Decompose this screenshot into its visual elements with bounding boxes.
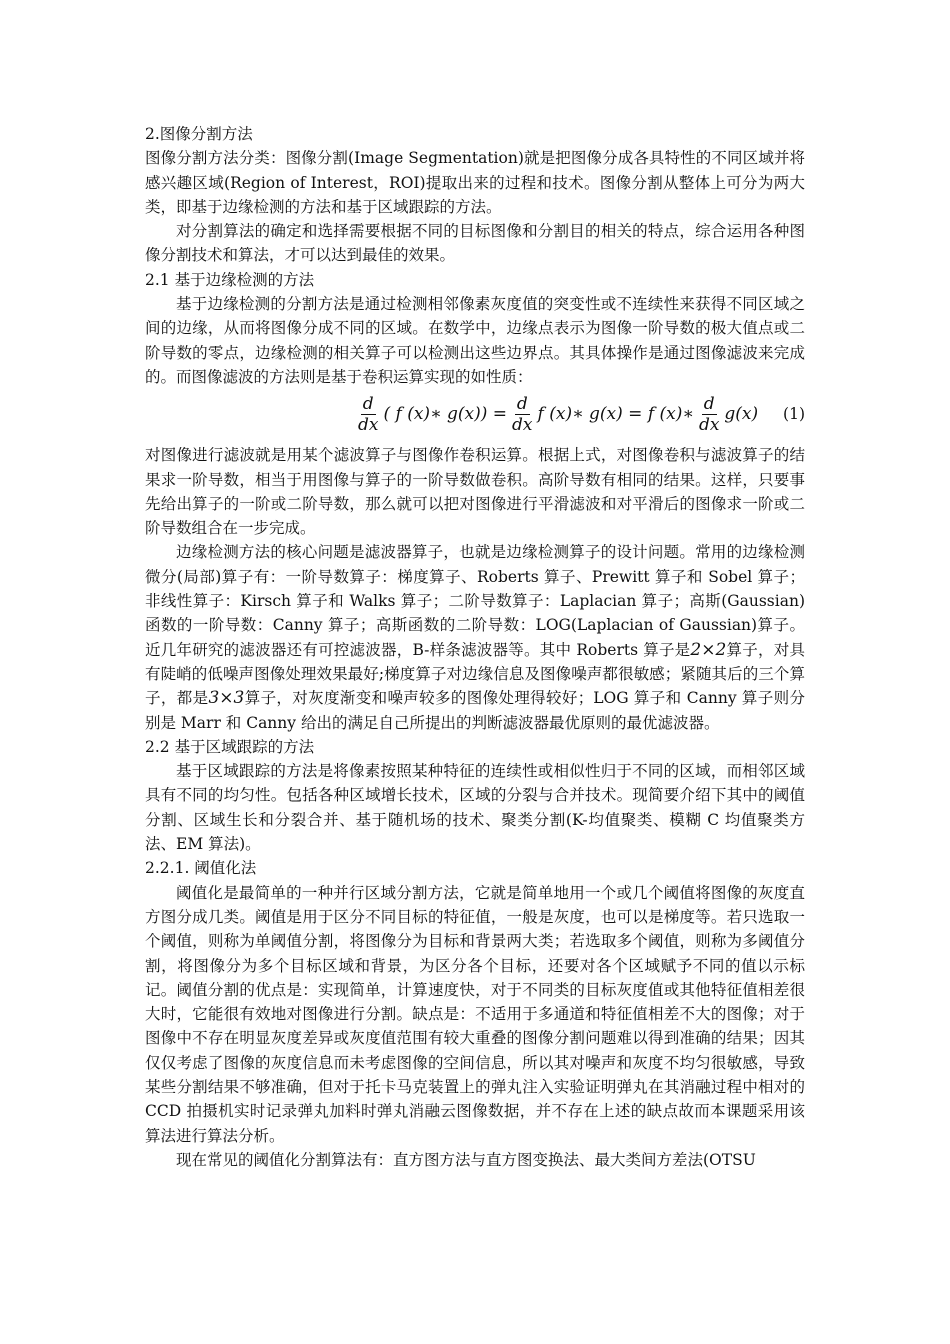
derivative-fraction: $\frac{d}{dx}$ bbox=[698, 393, 720, 435]
paragraph-algorithm-choice: 对分割算法的确定和选择需要根据不同的目标图像和分割目的相关的特点，综合运用各种图像分割技术和算法，才可以达到最佳的效果。 bbox=[145, 222, 805, 265]
paragraph-intro: 图像分割方法分类：图像分割(Image Segmentation)就是把图像分成各具特性的不同区域并将感兴趣区域(Region of Interest，ROI)提取出来的过程和技术。图像分割从整体上可分为两大类，即基于边缘检测的方法和基于区域跟踪的方法。 bbox=[145, 149, 805, 216]
section-title: 2.图像分割方法 bbox=[145, 125, 253, 143]
paragraph-thresholding: 阈值化是最简单的一种并行区域分割方法，它就是简单地用一个或几个阈值将图像的灰度直方图分成几类。阈值是用于区分不同目标的特征值，一般是灰度，也可以是梯度等。若只选取一个阈值，则称为单阈值分割，将图像分为目标和背景两大类；若选取多个阈值，则称为多阈值分割，将图像分为多个目标区域和背景，为区分各个目标，还要对各个区域赋予不同的值以示标记。阈值分割的优点是：实现简单，计算速度快，对于不同类的目标灰度值或其他特征值相差很大时，它能很有效地对图像进行分割。缺点是：不适用于多通道和特征值相差不大的图像；对于图像中不存在明显灰度差异或灰度值范围有较大重叠的图像分割问题难以得到准确的结果；因其仅仅考虑了图像的灰度信息而未考虑图像的空间信息，所以其对噪声和灰度不均匀很敏感，导致某些分割结果不够准确，但对于托卡马克装置上的弹丸注入实验证明弹丸在其消融过程中相对的 CCD 拍摄机实时记录弹丸加料时弹丸消融云图像数据，并不存在上述的缺点故而本课题采用该算法进行算法分析。 bbox=[145, 883, 805, 1145]
math-3x3: 3×3 bbox=[208, 688, 245, 709]
derivative-fraction: $\frac{d}{dx}$ bbox=[358, 393, 379, 435]
subsection-title-2-2: 2.2 基于区域跟踪的方法 bbox=[145, 737, 315, 756]
equation-number: (1) bbox=[783, 405, 805, 424]
convolution-formula: $\frac{d}{dx}$ ( f (x)∗ g(x)) = $\frac{d}{dx}$ f (x)∗ g(x) = f (x)∗ $\frac{d}{dx}$ g(x) bbox=[358, 393, 759, 435]
subsection-title-2-1: 2.1 基于边缘检测的方法 bbox=[145, 270, 315, 289]
paragraph-filtering: 对图像进行滤波就是用某个滤波算子与图像作卷积运算。根据上式，对图像卷积与滤波算子的结果求一阶导数，相当于用图像与算子的一阶导数做卷积。高阶导数有相同的结果。这样，只要事先给出算子的一阶或二阶导数，那么就可以把对图像进行平滑滤波和对平滑后的图像求一阶或二阶导数组合在一步完成。 bbox=[145, 446, 805, 538]
paragraph-threshold-algorithms: 现在常见的阈值化分割算法有：直方图方法与直方图变换法、最大类间方差法(OTSU bbox=[176, 1150, 756, 1169]
equation-1 bbox=[145, 387, 805, 442]
subsection-title-2-2-1: 2.2.1. 阈值化法 bbox=[145, 859, 257, 878]
document-page bbox=[145, 122, 805, 1172]
paragraph-operators: 边缘检测方法的核心问题是滤波器算子，也就是边缘检测算子的设计问题。常用的边缘检测微分(局部)算子有：一阶导数算子：梯度算子、Roberts 算子、Prewitt 算子和 Sobel 算子；非线性算子：Kirsch 算子和 Walks 算子；二阶导数算子：Laplacian 算子；高斯(Gaussian)函数的一阶导数：Canny 算子；高斯函数的二阶导数：LOG(Laplacian of Gaussian)算子。近几年研究的滤波器还有可控滤波器，B-样条滤波器等。其中 Roberts 算子是2×2算子，对具有陡峭的低噪声图像处理效果最好;梯度算子对边缘信息及图像噪声都很敏感；紧随其后的三个算子，都是3×3算子，对灰度渐变和噪声较多的图像处理得较好；LOG 算子和 Canny 算子则分别是 Marr 和 Canny 给出的满足自己所提出的判断滤波器最优原则的最优滤波器。 bbox=[145, 543, 805, 732]
paragraph-edge-detection: 基于边缘检测的分割方法是通过检测相邻像素灰度值的突变性或不连续性来获得不同区域之间的边缘，从而将图像分成不同的区域。在数学中，边缘点表示为图像一阶导数的极大值点或二阶导数的零点，边缘检测的相关算子可以检测出这些边界点。其具体操作是通过图像滤波来完成的。而图像滤波的方法则是基于卷积运算实现的如性质： bbox=[145, 295, 805, 386]
paragraph-region-tracking: 基于区域跟踪的方法是将像素按照某种特征的连续性或相似性归于不同的区域，而相邻区域具有不同的均匀性。包括各种区域增长技术，区域的分裂与合并技术。现简要介绍下其中的阈值分割、区域生长和分裂合并、基于随机场的技术、聚类分割(K-均值聚类、模糊 C 均值聚类方法、EM 算法)。 bbox=[145, 762, 805, 854]
derivative-fraction: $\frac{d}{dx}$ bbox=[512, 393, 533, 435]
math-2x2: 2×2 bbox=[690, 639, 727, 660]
